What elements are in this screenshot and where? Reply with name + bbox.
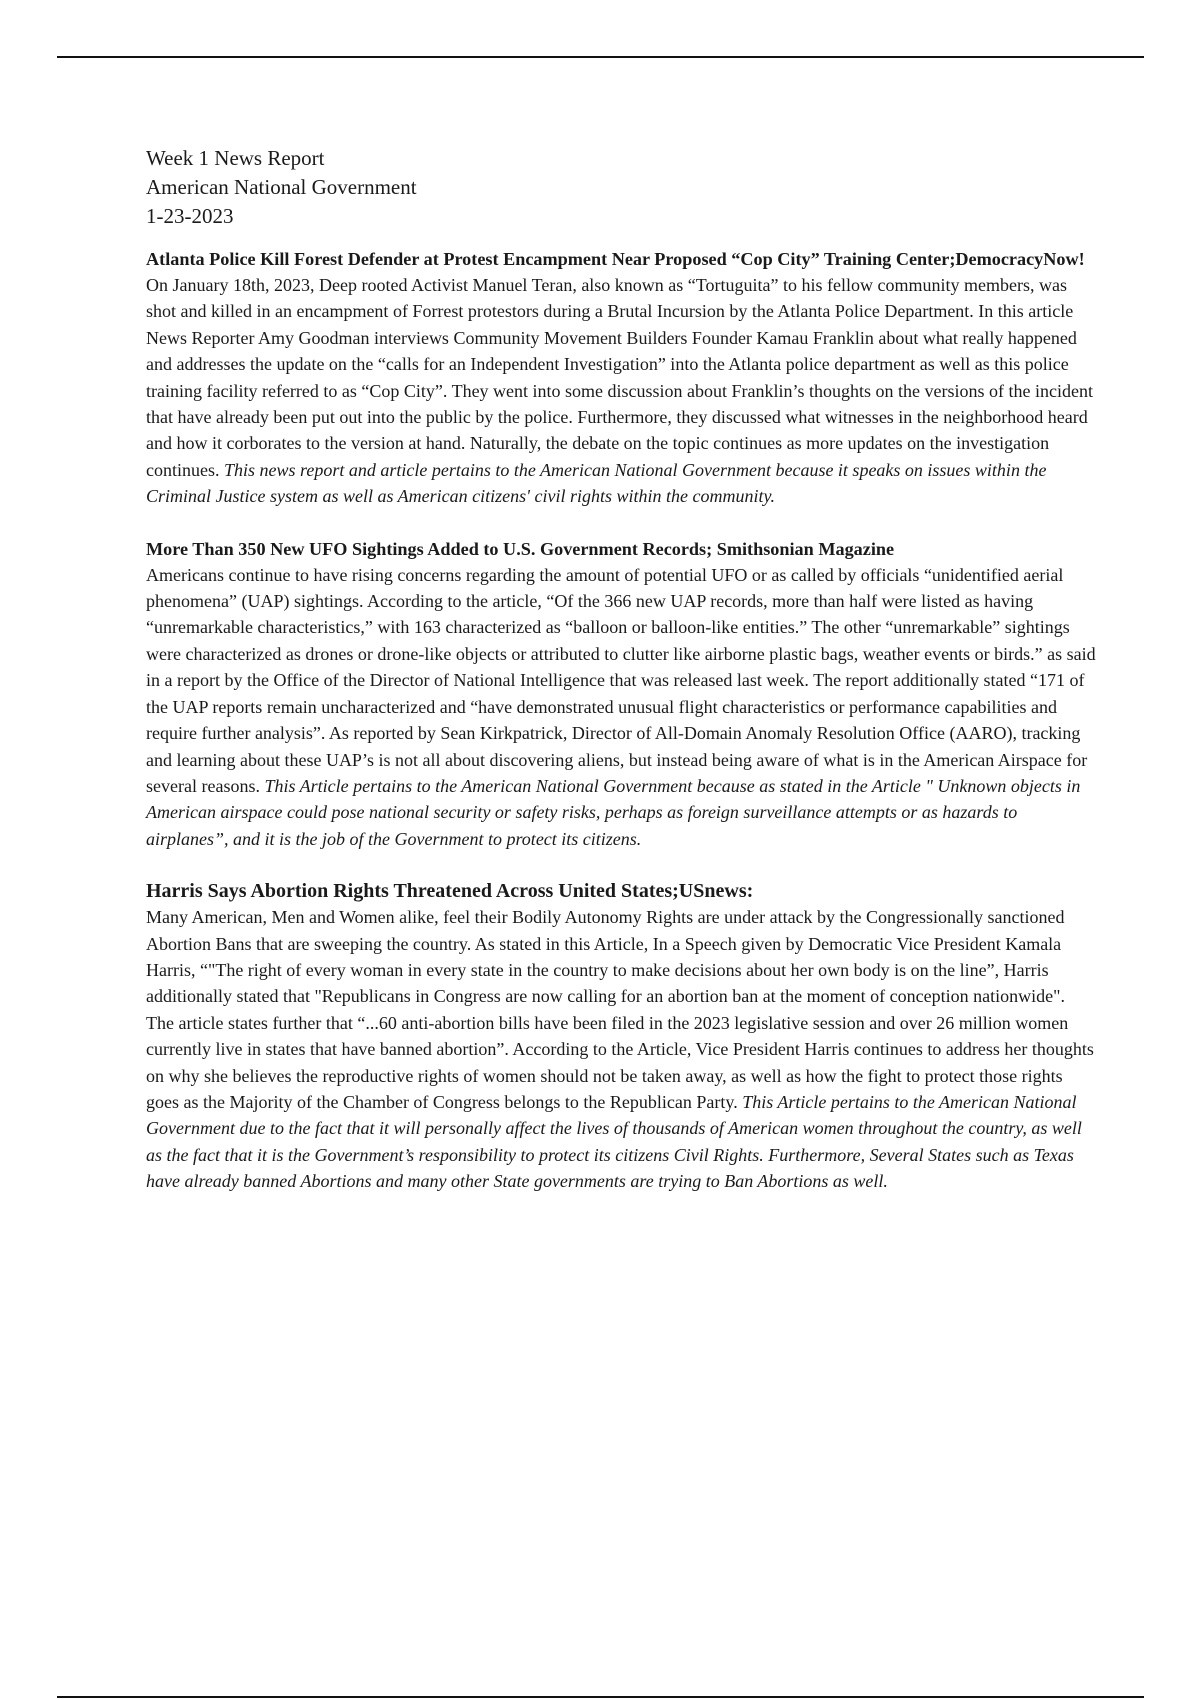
article-1 — [146, 246, 1096, 510]
course-name: American National Government — [146, 175, 417, 199]
article-body — [146, 272, 1096, 510]
article-title: More Than 350 New UFO Sightings Added to U.S. Government Records; Smithsonian Magazine — [146, 538, 895, 559]
article-body — [146, 562, 1096, 852]
bottom-rule — [57, 1696, 1144, 1698]
article-title: Atlanta Police Kill Forest Defender at Protest Encampment Near Proposed “Cop City” Training Center;DemocracyNow! — [146, 249, 1085, 269]
article-relevance: This Article pertains to the American National Government because as stated in the Article " Unknown objects in American airspace could pose national security or safety risks, perhaps as foreign surveillance attempts or as hazards to airplanes”, and it is the job of the Government to protect its citizens. — [146, 775, 1081, 849]
article-summary: Many American, Men and Women alike, feel their Bodily Autonomy Rights are under attack by the Congressionally sanctioned Abortion Bans that are sweeping the country. As stated in this Article, In a Speech given by Democratic Vice President Kamala Harris, “"The right of every woman in every state in the country to make decisions about her own body is on the line”, Harris additionally stated that "Republicans in Congress are now calling for an abortion ban at the moment of conception nationwide". The article states further that “...60 anti-abortion bills have been filed in the 2023 legislative session and over 26 million women currently live in states that have banned abortion”. According to the Article, Vice President Harris continues to address her thoughts on why she believes the reproductive rights of women should not be taken away, as well as how the fight to protect those rights goes as the Majority of the Chamber of Congress belongs to the Republican Party. — [146, 907, 1094, 1112]
document-header — [146, 144, 1096, 231]
top-rule — [57, 56, 1144, 58]
article-2 — [146, 536, 1096, 852]
article-title: Harris Says Abortion Rights Threatened Across United States;USnews: — [146, 880, 754, 903]
report-title: Week 1 News Report — [146, 146, 325, 170]
report-date: 1-23-2023 — [146, 204, 234, 228]
article-summary: Americans continue to have rising concerns regarding the amount of potential UFO or as called by officials “unidentified aerial phenomena” (UAP) sightings. According to the article, “Of the 366 new UAP records, more than half were listed as having “unremarkable characteristics,” with 163 characterized as “balloon or balloon-like entities.” The other “unremarkable” sightings were characterized as drones or drone-like objects or attributed to clutter like airborne plastic bags, weather events or birds.” as said in a report by the Office of the Director of National Intelligence that was released last week. The report additionally stated “171 of the UAP reports remain uncharacterized and “have demonstrated unusual flight characteristics or performance capabilities and require further analysis”. As reported by Sean Kirkpatrick, Director of All-Domain Anomaly Resolution Office (AARO), tracking and learning about these UAP’s is not all about discovering aliens, but instead being aware of what is in the American Airspace for several reasons. — [146, 564, 1096, 796]
article-body — [146, 904, 1096, 1194]
document-page — [146, 144, 1096, 1195]
article-relevance: This Article pertains to the American National Government due to the fact that it will personally affect the lives of thousands of American women throughout the country, as well as the fact that it is the Government’s responsibility to protect its citizens Civil Rights. Furthermore, Several States such as Texas have already banned Abortions and many other State governments are trying to Ban Abortions as well. — [146, 1091, 1082, 1192]
article-summary: On January 18th, 2023, Deep rooted Activist Manuel Teran, also known as “Tortuguita” to his fellow community members, was shot and killed in an encampment of Forrest protestors during a Brutal Incursion by the Atlanta Police Department. In this article News Reporter Amy Goodman interviews Community Movement Builders Founder Kamau Franklin about what really happened and addresses the update on the “calls for an Independent Investigation” into the Atlanta police department as well as this police training facility referred to as “Cop City”. They went into some discussion about Franklin’s thoughts on the versions of the incident that have already been put out into the public by the police. Furthermore, they discussed what witnesses in the neighborhood heard and how it corborates to the version at hand. Naturally, the debate on the topic continues as more updates on the investigation continues. — [146, 275, 1093, 480]
article-relevance: This news report and article pertains to the American National Government because it speaks on issues within the Criminal Justice system as well as American citizens' civil rights within the community. — [146, 459, 1047, 507]
article-3 — [146, 878, 1096, 1194]
